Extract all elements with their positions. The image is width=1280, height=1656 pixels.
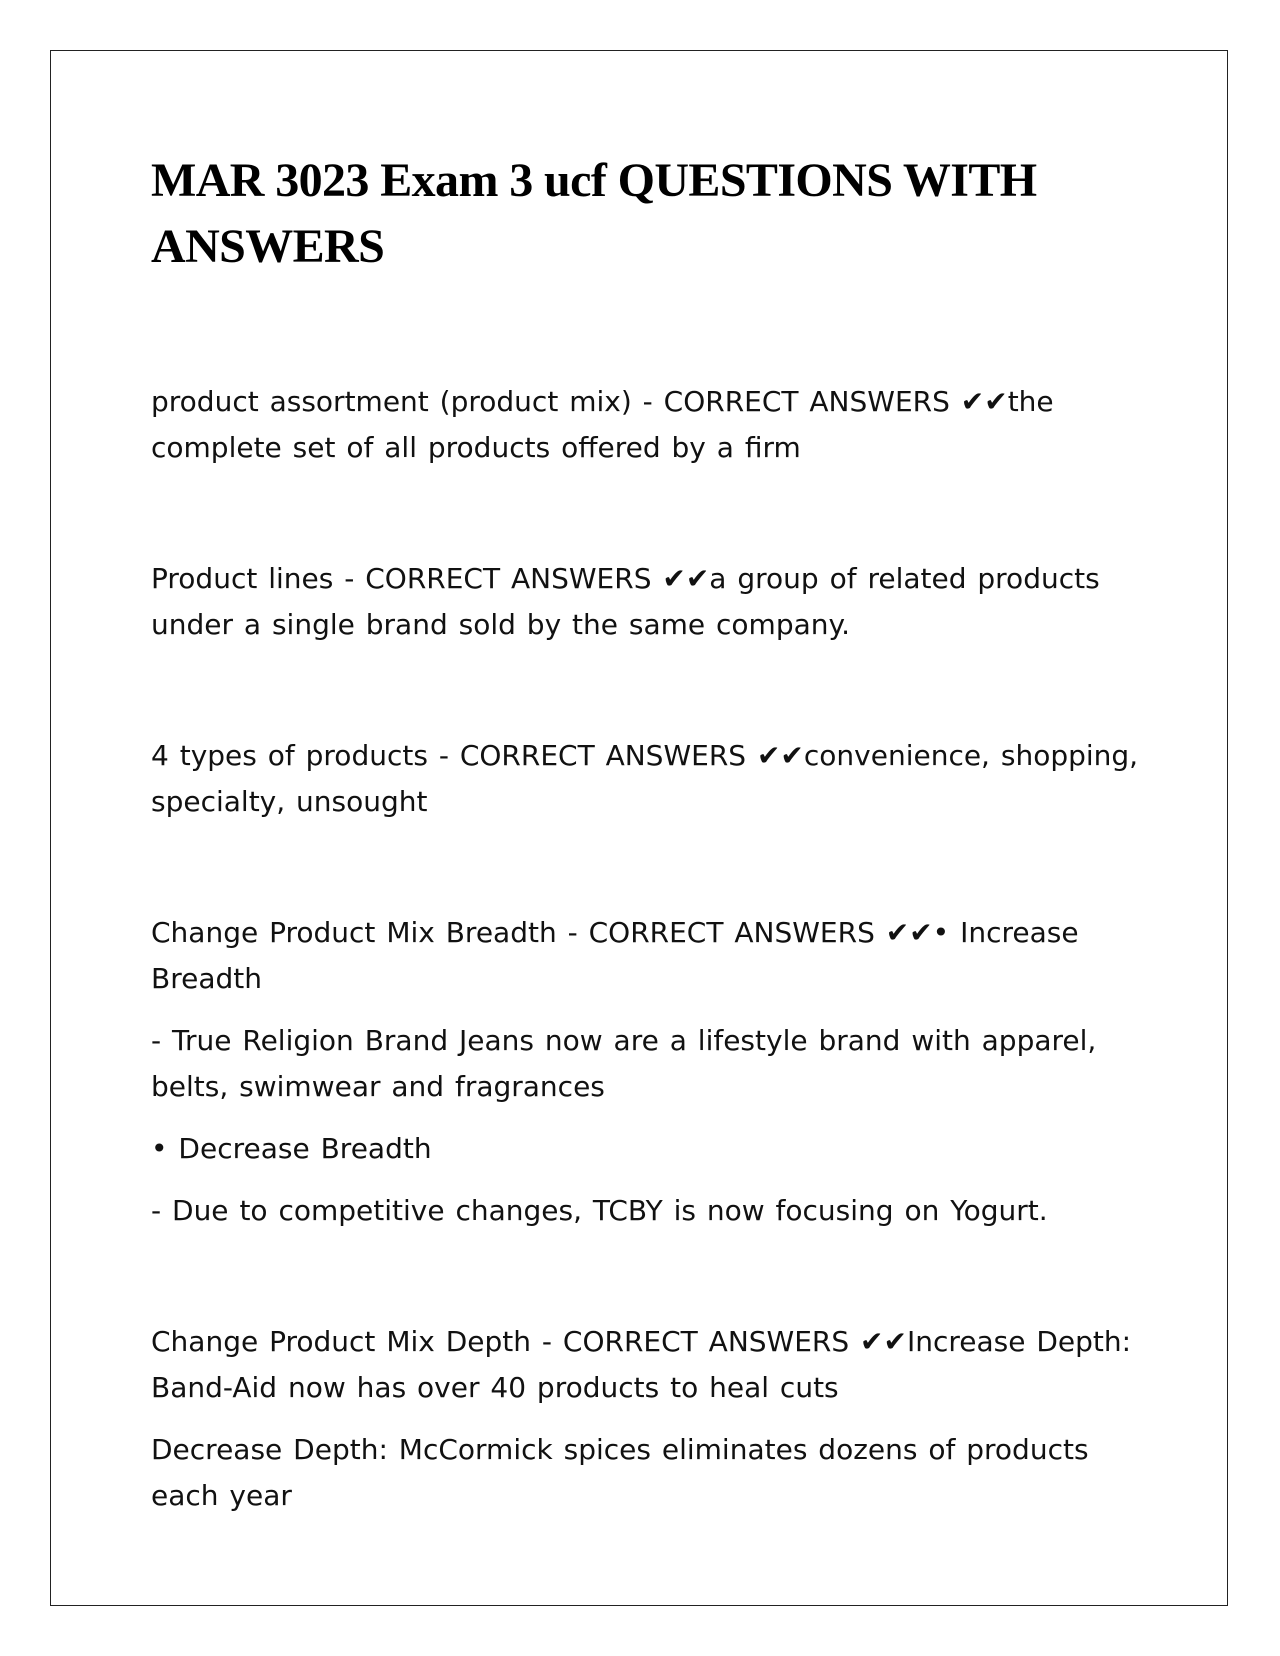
qa-paragraph: Change Product Mix Depth - CORRECT ANSWERS ✔✔Increase Depth: Band-Aid now has over 40 products to heal cuts: [151, 1325, 1132, 1404]
qa-paragraph: product assortment (product mix) - CORRECT ANSWERS ✔✔the complete set of all products offered by a firm: [151, 385, 1054, 464]
document-title: MAR 3023 Exam 3 ucf QUESTIONS WITH ANSWERS: [151, 154, 1037, 273]
qa-paragraph: Product lines - CORRECT ANSWERS ✔✔a group of related products under a single brand sold by the same company.: [151, 562, 1100, 641]
qa-paragraph: - Due to competitive changes, TCBY is now focusing on Yogurt.: [151, 1194, 1048, 1227]
qa-entry-mix-depth: [151, 1319, 1141, 1519]
qa-entry-product-lines: [151, 556, 1141, 648]
qa-paragraph: • Decrease Breadth: [151, 1132, 432, 1165]
qa-paragraph: 4 types of products - CORRECT ANSWERS ✔✔convenience, shopping, specialty, unsought: [151, 739, 1139, 818]
qa-paragraph: - True Religion Brand Jeans now are a lifestyle brand with apparel, belts, swimwear and fragrances: [151, 1024, 1097, 1103]
qa-paragraph: Change Product Mix Breadth - CORRECT ANSWERS ✔✔• Increase Breadth: [151, 916, 1079, 995]
qa-paragraph: Decrease Depth: McCormick spices eliminates dozens of products each year: [151, 1433, 1089, 1512]
qa-entry-mix-breadth: [151, 910, 1141, 1234]
qa-entry-product-types: [151, 733, 1141, 825]
qa-entry-product-assortment: [151, 379, 1141, 471]
document-body: [151, 148, 1141, 1519]
